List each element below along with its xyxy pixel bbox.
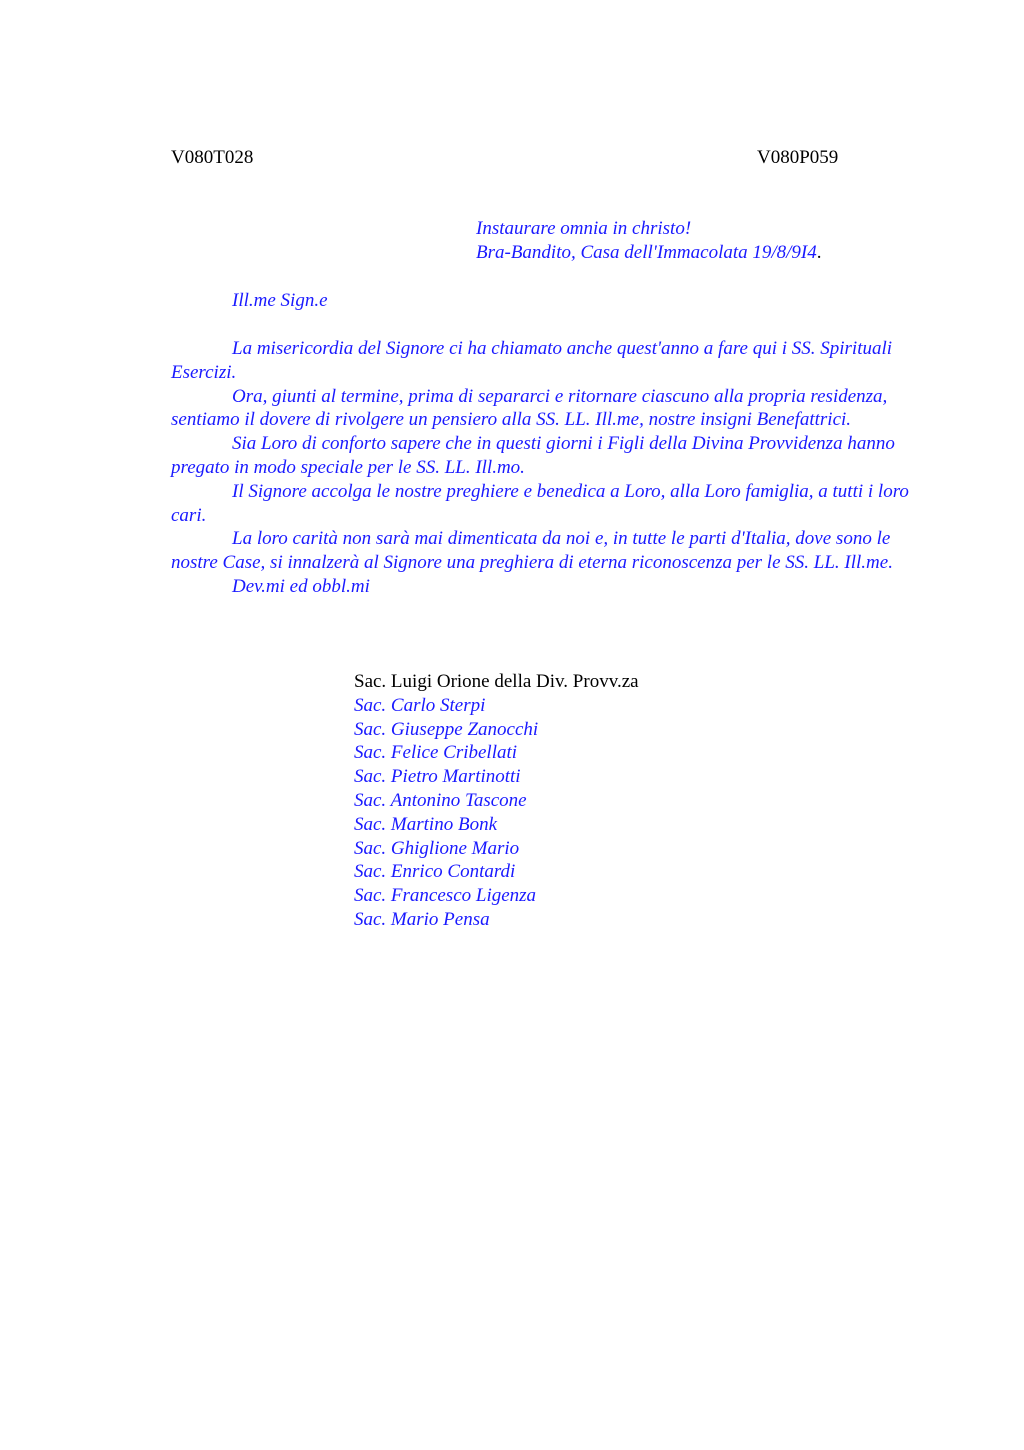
signature-item: Sac. Martino Bonk	[354, 813, 498, 835]
signature-list	[354, 670, 854, 932]
place-date: Bra-Bandito, Casa dell'Immacolata 19/8/9I4	[476, 241, 817, 263]
document-code-right: V080P059	[757, 147, 839, 168]
signature-item: Sac. Carlo Sterpi	[354, 694, 486, 716]
signature-item: Sac. Ghiglione Mario	[354, 837, 520, 859]
signature-item: Sac. Enrico Contardi	[354, 861, 516, 883]
body-paragraph: Il Signore accolga le nostre preghiere e benedica a Loro, alla Loro famiglia, a tutti i loro cari.	[171, 480, 909, 526]
motto: Instaurare omnia in christo!	[476, 218, 692, 239]
signature-item: Sac. Francesco Ligenza	[354, 885, 537, 907]
signature-item: Sac. Luigi Orione della Div. Provv.za	[354, 671, 639, 692]
closing-formula: Dev.mi ed obbl.mi	[232, 575, 370, 597]
body-paragraph: Sia Loro di conforto sapere che in questi giorni i Figli della Divina Provvidenza hanno pregato in modo speciale per le SS. LL. Ill.mo.	[171, 433, 895, 478]
letter-header	[476, 217, 916, 265]
document-code-left: V080T028	[171, 147, 254, 168]
signature-item: Sac. Mario Pensa	[354, 908, 490, 930]
place-date-period: .	[816, 241, 822, 263]
body-paragraph: La loro carità non sarà mai dimenticata da noi e, in tutte le parti d'Italia, dove sono le nostre Case, si innalzerà al Signore una preghiera di eterna riconoscenza per le SS. LL. Ill.me.	[171, 528, 893, 574]
place-date-line	[476, 241, 916, 265]
body-paragraph: La misericordia del Signore ci ha chiamato anche quest'anno a fare qui i SS. Spirituali Esercizi.	[171, 338, 893, 383]
signature-item: Sac. Pietro Martinotti	[354, 766, 521, 788]
signature-item: Sac. Antonino Tascone	[354, 789, 527, 811]
salutation: Ill.me Sign.e	[232, 290, 328, 311]
body-paragraph: Ora, giunti al termine, prima di separarci e ritornare ciascuno alla propria residenza, sentiamo il dovere di rivolgere un pensiero alla SS. LL. Ill.me, nostre insigni Benefattrici.	[171, 385, 888, 431]
letter-body	[171, 337, 926, 599]
signature-item: Sac. Felice Cribellati	[354, 742, 518, 764]
signature-item: Sac. Giuseppe Zanocchi	[354, 718, 539, 740]
